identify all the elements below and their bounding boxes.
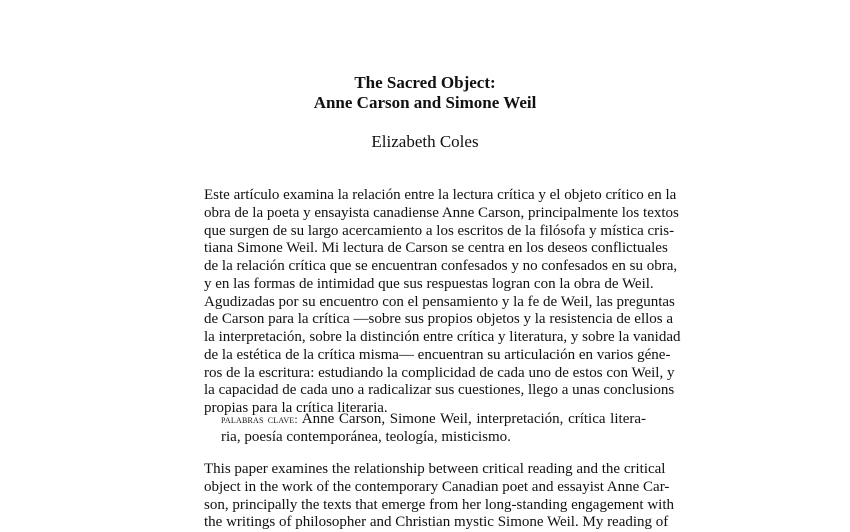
abstract-es-line: de la estética de la crítica misma— encuentran su articulación en varios géne- bbox=[204, 346, 671, 363]
abstract-spanish bbox=[204, 187, 681, 418]
abstract-english bbox=[204, 461, 675, 532]
abstract-es-line: de la relación crítica que se encuentran confesados y no confesados en su obra, bbox=[204, 258, 678, 274]
title-line-1: The Sacred Object: bbox=[354, 73, 496, 92]
abstract-es-line: la capacidad de cada uno a radicalizar sus cuestiones, llego a unas conclusions bbox=[204, 382, 675, 399]
abstract-es-line: Este artículo examina la relación entre la lectura crítica y el objeto crítico en la bbox=[204, 187, 677, 203]
abstract-en-line: This paper examines the relationship between critical reading and the critical bbox=[204, 461, 666, 477]
keywords bbox=[221, 411, 646, 447]
abstract-es-line: la interpretación, sobre la distinción entre crítica y literatura, y sobre la vanidad bbox=[204, 329, 681, 345]
abstract-en-line: the writings of philosopher and Christian mystic Simone Weil. My reading of bbox=[204, 514, 669, 531]
abstract-es-line: Agudizadas por su encuentro con el pensamiento y la fe de Weil, las preguntas bbox=[204, 293, 675, 310]
author-name: Elizabeth Coles bbox=[371, 132, 479, 151]
keywords-text-1: Anne Carson, Simone Weil, interpretación, crítica litera- bbox=[297, 411, 646, 427]
abstract-es-line: ros de la escritura: estudiando la complicidad de cada uno de estos con Weil, y bbox=[204, 364, 675, 381]
abstract-es-line: y en las formas de intimidad que sus respuestas logran con la obra de Weil. bbox=[204, 275, 654, 292]
paper-title bbox=[0, 73, 850, 113]
abstract-es-line: que surgen de su largo acercamiento a los escritos de la filósofa y mística cris- bbox=[204, 222, 675, 239]
abstract-es-line: tiana Simone Weil. Mi lectura de Carson se centra en los deseos conflictuales bbox=[204, 240, 668, 257]
title-line-2: Anne Carson and Simone Weil bbox=[313, 93, 537, 112]
keywords-line-1 bbox=[221, 411, 646, 429]
keywords-line-2: ria, poesía contemporánea, teología, misticismo. bbox=[221, 428, 511, 445]
abstract-es-line: de Carson para la crítica —sobre sus propios objetos y la resistencia de ellos a bbox=[204, 311, 674, 328]
abstract-en-line: son, principally the texts that emerge from her long-standing engagement with bbox=[204, 496, 675, 513]
abstract-en-line: object in the work of the contemporary Canadian poet and essayist Anne Car- bbox=[204, 478, 670, 495]
keywords-label: palabras clave: bbox=[221, 412, 298, 426]
abstract-es-line: obra de la poeta y ensayista canadiense Anne Carson, principalmente los textos bbox=[204, 204, 679, 221]
abstract-es-line: propias para la crítica literaria. bbox=[204, 400, 388, 416]
